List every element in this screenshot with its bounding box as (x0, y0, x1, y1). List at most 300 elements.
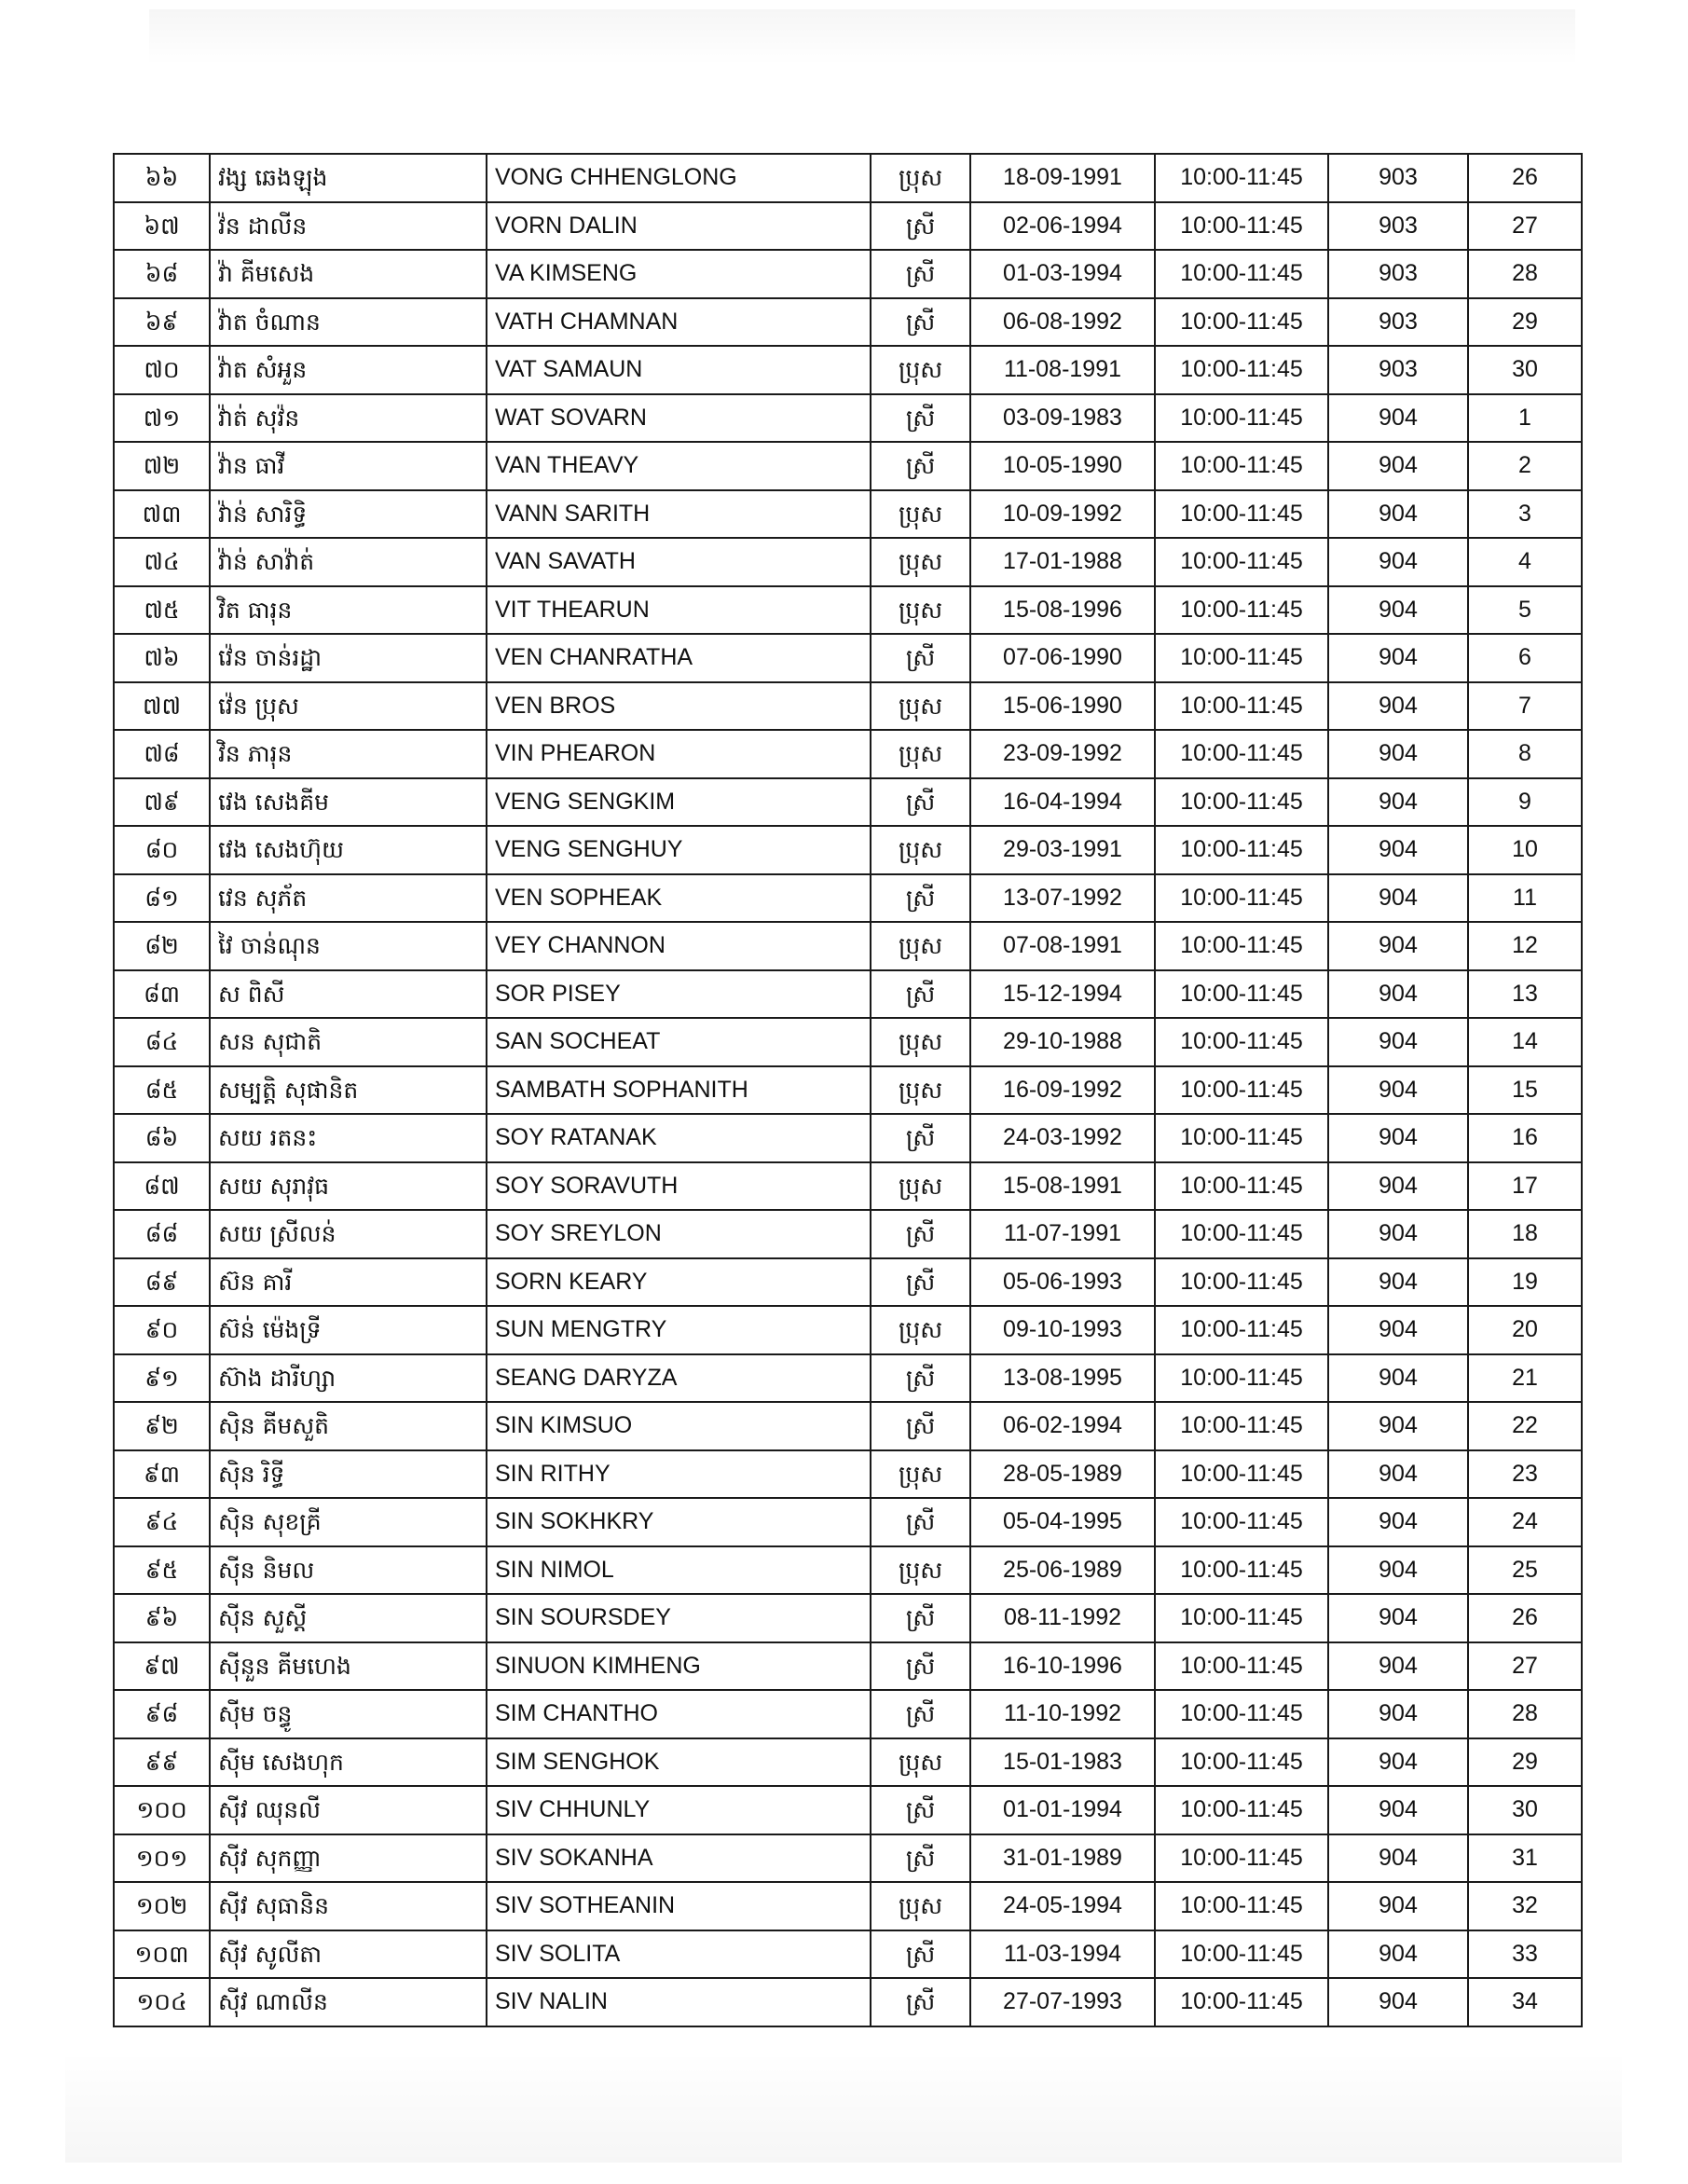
date-of-birth-cell: 13-07-1992 (970, 874, 1155, 923)
date-of-birth-cell: 05-06-1993 (970, 1258, 1155, 1307)
khmer-name-cell: ស៊ន គារី (210, 1258, 487, 1307)
exam-time-cell: 10:00-11:45 (1155, 442, 1328, 490)
room-number-cell: 904 (1328, 1594, 1468, 1642)
khmer-name-cell: សម្បត្តិ សុផានិត (210, 1066, 487, 1115)
khmer-name-cell: ស៊ិន សុខគ្រី (210, 1498, 487, 1546)
room-number-cell: 903 (1328, 346, 1468, 394)
latin-name-cell: SIV SOTHEANIN (487, 1882, 871, 1930)
row-number-cell: ៧៥ (114, 586, 210, 635)
latin-name-cell: WAT SOVARN (487, 394, 871, 443)
seat-number-cell: 9 (1468, 778, 1582, 827)
row-number-cell: ១០១ (114, 1834, 210, 1883)
exam-time-cell: 10:00-11:45 (1155, 1546, 1328, 1595)
room-number-cell: 904 (1328, 1210, 1468, 1258)
khmer-name-cell: វ៉ាត ចំណាន (210, 298, 487, 347)
gender-cell: ស្រី (871, 298, 970, 347)
row-number-cell: ៨១ (114, 874, 210, 923)
room-number-cell: 904 (1328, 1882, 1468, 1930)
khmer-name-cell: វ៉ាត សំអួន (210, 346, 487, 394)
row-number-cell: ៦៨ (114, 250, 210, 298)
room-number-cell: 904 (1328, 1306, 1468, 1354)
gender-cell: ស្រី (871, 250, 970, 298)
khmer-name-cell: វិន ភារុន (210, 730, 487, 778)
khmer-name-cell: ស៊ីម សេងហុក (210, 1738, 487, 1787)
row-number-cell: ៦៦ (114, 154, 210, 202)
exam-time-cell: 10:00-11:45 (1155, 1258, 1328, 1307)
gender-cell: ស្រី (871, 1114, 970, 1162)
exam-time-cell: 10:00-11:45 (1155, 394, 1328, 443)
gender-cell: ប្រុស (871, 1018, 970, 1066)
row-number-cell: ៨២ (114, 922, 210, 970)
row-number-cell: ៨៤ (114, 1018, 210, 1066)
exam-time-cell: 10:00-11:45 (1155, 1498, 1328, 1546)
latin-name-cell: SIM SENGHOK (487, 1738, 871, 1787)
table-row (114, 634, 1582, 682)
row-number-cell: ៨៩ (114, 1258, 210, 1307)
seat-number-cell: 29 (1468, 1738, 1582, 1787)
table-row (114, 490, 1582, 539)
date-of-birth-cell: 29-10-1988 (970, 1018, 1155, 1066)
seat-number-cell: 1 (1468, 394, 1582, 443)
gender-cell: ប្រុស (871, 1066, 970, 1115)
latin-name-cell: VATH CHAMNAN (487, 298, 871, 347)
khmer-name-cell: ស៊ីវ សូលីតា (210, 1930, 487, 1979)
khmer-name-cell: ស៊ីវ សុធានិន (210, 1882, 487, 1930)
khmer-name-cell: វ៉ាន់ សាវ៉ាត់ (210, 538, 487, 586)
date-of-birth-cell: 15-06-1990 (970, 682, 1155, 731)
row-number-cell: ៧៧ (114, 682, 210, 731)
khmer-name-cell: ស៊ីនួន គីមហេង (210, 1642, 487, 1691)
khmer-name-cell: ស៊ីន និមល (210, 1546, 487, 1595)
table-row (114, 1786, 1582, 1834)
seat-number-cell: 34 (1468, 1978, 1582, 2026)
room-number-cell: 904 (1328, 778, 1468, 827)
table-row (114, 1354, 1582, 1403)
date-of-birth-cell: 06-08-1992 (970, 298, 1155, 347)
room-number-cell: 904 (1328, 1114, 1468, 1162)
exam-time-cell: 10:00-11:45 (1155, 874, 1328, 923)
seat-number-cell: 32 (1468, 1882, 1582, 1930)
exam-time-cell: 10:00-11:45 (1155, 1594, 1328, 1642)
seat-number-cell: 25 (1468, 1546, 1582, 1595)
room-number-cell: 904 (1328, 1642, 1468, 1691)
seat-number-cell: 18 (1468, 1210, 1582, 1258)
table-row (114, 1162, 1582, 1211)
row-number-cell: ៧៤ (114, 538, 210, 586)
row-number-cell: ៩៩ (114, 1738, 210, 1787)
table-row (114, 970, 1582, 1019)
date-of-birth-cell: 24-05-1994 (970, 1882, 1155, 1930)
gender-cell: ស្រី (871, 1978, 970, 2026)
gender-cell: ប្រុស (871, 1306, 970, 1354)
khmer-name-cell: វង្ស ឆេងឡុង (210, 154, 487, 202)
seat-number-cell: 17 (1468, 1162, 1582, 1211)
exam-time-cell: 10:00-11:45 (1155, 490, 1328, 539)
latin-name-cell: SORN KEARY (487, 1258, 871, 1307)
candidate-table (113, 153, 1583, 2027)
row-number-cell: ៦៩ (114, 298, 210, 347)
scan-header-shadow (149, 9, 1575, 65)
exam-time-cell: 10:00-11:45 (1155, 1066, 1328, 1115)
table-row (114, 1690, 1582, 1738)
date-of-birth-cell: 23-09-1992 (970, 730, 1155, 778)
room-number-cell: 903 (1328, 202, 1468, 251)
khmer-name-cell: ស ពិសី (210, 970, 487, 1019)
table-row (114, 730, 1582, 778)
latin-name-cell: SIV SOLITA (487, 1930, 871, 1979)
seat-number-cell: 20 (1468, 1306, 1582, 1354)
table-row (114, 778, 1582, 827)
room-number-cell: 903 (1328, 298, 1468, 347)
room-number-cell: 904 (1328, 394, 1468, 443)
scan-footer-shadow (65, 2051, 1622, 2163)
room-number-cell: 904 (1328, 1786, 1468, 1834)
exam-time-cell: 10:00-11:45 (1155, 970, 1328, 1019)
table-row (114, 346, 1582, 394)
exam-time-cell: 10:00-11:45 (1155, 682, 1328, 731)
gender-cell: ស្រី (871, 874, 970, 923)
room-number-cell: 904 (1328, 1978, 1468, 2026)
date-of-birth-cell: 25-06-1989 (970, 1546, 1155, 1595)
exam-time-cell: 10:00-11:45 (1155, 1786, 1328, 1834)
latin-name-cell: VAT SAMAUN (487, 346, 871, 394)
date-of-birth-cell: 13-08-1995 (970, 1354, 1155, 1403)
gender-cell: ប្រុស (871, 922, 970, 970)
khmer-name-cell: វេង សេងគីម (210, 778, 487, 827)
exam-time-cell: 10:00-11:45 (1155, 1306, 1328, 1354)
gender-cell: ស្រី (871, 1258, 970, 1307)
exam-time-cell: 10:00-11:45 (1155, 1354, 1328, 1403)
khmer-name-cell: វ៉េន ចាន់រដ្ឋា (210, 634, 487, 682)
khmer-name-cell: ស៊ីម ចន្ធូ (210, 1690, 487, 1738)
khmer-name-cell: វិត ធារុន (210, 586, 487, 635)
row-number-cell: ១០០ (114, 1786, 210, 1834)
latin-name-cell: SIN KIMSUO (487, 1402, 871, 1450)
latin-name-cell: SIN NIMOL (487, 1546, 871, 1595)
row-number-cell: ៧៣ (114, 490, 210, 539)
room-number-cell: 904 (1328, 1354, 1468, 1403)
gender-cell: ប្រុស (871, 1882, 970, 1930)
date-of-birth-cell: 15-12-1994 (970, 970, 1155, 1019)
khmer-name-cell: វេន សុភ័ត (210, 874, 487, 923)
date-of-birth-cell: 24-03-1992 (970, 1114, 1155, 1162)
table-row (114, 1402, 1582, 1450)
gender-cell: ប្រុស (871, 826, 970, 874)
seat-number-cell: 28 (1468, 250, 1582, 298)
exam-time-cell: 10:00-11:45 (1155, 586, 1328, 635)
gender-cell: ស្រី (871, 1402, 970, 1450)
latin-name-cell: VEN CHANRATHA (487, 634, 871, 682)
gender-cell: ប្រុស (871, 490, 970, 539)
date-of-birth-cell: 10-05-1990 (970, 442, 1155, 490)
table-row (114, 874, 1582, 923)
row-number-cell: ៩១ (114, 1354, 210, 1403)
date-of-birth-cell: 11-03-1994 (970, 1930, 1155, 1979)
row-number-cell: ៧២ (114, 442, 210, 490)
row-number-cell: ៧១ (114, 394, 210, 443)
khmer-name-cell: វ៉េន ប្រុស (210, 682, 487, 731)
date-of-birth-cell: 27-07-1993 (970, 1978, 1155, 2026)
khmer-name-cell: សយ រតនះ (210, 1114, 487, 1162)
gender-cell: ប្រុស (871, 154, 970, 202)
table-row (114, 202, 1582, 251)
latin-name-cell: SIN SOURSDEY (487, 1594, 871, 1642)
khmer-name-cell: វេង សេងហ៊ុយ (210, 826, 487, 874)
latin-name-cell: VEN SOPHEAK (487, 874, 871, 923)
seat-number-cell: 2 (1468, 442, 1582, 490)
seat-number-cell: 10 (1468, 826, 1582, 874)
gender-cell: ស្រី (871, 394, 970, 443)
khmer-name-cell: ស៊ាង ដារីហ្សា (210, 1354, 487, 1403)
table-row (114, 154, 1582, 202)
khmer-name-cell: វៃ ចាន់ណុន (210, 922, 487, 970)
seat-number-cell: 7 (1468, 682, 1582, 731)
latin-name-cell: SOR PISEY (487, 970, 871, 1019)
gender-cell: ស្រី (871, 202, 970, 251)
exam-time-cell: 10:00-11:45 (1155, 922, 1328, 970)
table-row (114, 442, 1582, 490)
table-row (114, 1210, 1582, 1258)
latin-name-cell: VONG CHHENGLONG (487, 154, 871, 202)
latin-name-cell: VEN BROS (487, 682, 871, 731)
latin-name-cell: VANN SARITH (487, 490, 871, 539)
date-of-birth-cell: 08-11-1992 (970, 1594, 1155, 1642)
row-number-cell: ៧០ (114, 346, 210, 394)
seat-number-cell: 12 (1468, 922, 1582, 970)
table-row (114, 1738, 1582, 1787)
room-number-cell: 904 (1328, 538, 1468, 586)
table-row (114, 1546, 1582, 1595)
date-of-birth-cell: 05-04-1995 (970, 1498, 1155, 1546)
row-number-cell: ៨៥ (114, 1066, 210, 1115)
gender-cell: ស្រី (871, 442, 970, 490)
exam-time-cell: 10:00-11:45 (1155, 1930, 1328, 1979)
khmer-name-cell: ស៊ិន គីមសួតិ (210, 1402, 487, 1450)
seat-number-cell: 26 (1468, 1594, 1582, 1642)
row-number-cell: ៧៩ (114, 778, 210, 827)
table-row (114, 1834, 1582, 1883)
khmer-name-cell: វ៉ា គីមសេង (210, 250, 487, 298)
row-number-cell: ១០២ (114, 1882, 210, 1930)
latin-name-cell: SINUON KIMHENG (487, 1642, 871, 1691)
room-number-cell: 904 (1328, 1690, 1468, 1738)
room-number-cell: 904 (1328, 1930, 1468, 1979)
gender-cell: ប្រុស (871, 1546, 970, 1595)
room-number-cell: 904 (1328, 1402, 1468, 1450)
seat-number-cell: 24 (1468, 1498, 1582, 1546)
room-number-cell: 904 (1328, 442, 1468, 490)
table-row (114, 586, 1582, 635)
row-number-cell: ១០៣ (114, 1930, 210, 1979)
exam-time-cell: 10:00-11:45 (1155, 1162, 1328, 1211)
seat-number-cell: 22 (1468, 1402, 1582, 1450)
table-row (114, 1930, 1582, 1979)
room-number-cell: 904 (1328, 1738, 1468, 1787)
table-row (114, 1018, 1582, 1066)
row-number-cell: ៨០ (114, 826, 210, 874)
date-of-birth-cell: 11-08-1991 (970, 346, 1155, 394)
room-number-cell: 904 (1328, 1066, 1468, 1115)
room-number-cell: 904 (1328, 1450, 1468, 1499)
latin-name-cell: SOY SORAVUTH (487, 1162, 871, 1211)
gender-cell: ស្រី (871, 1834, 970, 1883)
room-number-cell: 903 (1328, 154, 1468, 202)
latin-name-cell: SIN SOKHKRY (487, 1498, 871, 1546)
latin-name-cell: VENG SENGKIM (487, 778, 871, 827)
exam-time-cell: 10:00-11:45 (1155, 730, 1328, 778)
seat-number-cell: 8 (1468, 730, 1582, 778)
row-number-cell: ៩៦ (114, 1594, 210, 1642)
latin-name-cell: SAMBATH SOPHANITH (487, 1066, 871, 1115)
row-number-cell: ៩៨ (114, 1690, 210, 1738)
room-number-cell: 904 (1328, 970, 1468, 1019)
exam-time-cell: 10:00-11:45 (1155, 1882, 1328, 1930)
latin-name-cell: VA KIMSENG (487, 250, 871, 298)
latin-name-cell: VEY CHANNON (487, 922, 871, 970)
gender-cell: ប្រុស (871, 1162, 970, 1211)
row-number-cell: ៩៧ (114, 1642, 210, 1691)
table-row (114, 538, 1582, 586)
room-number-cell: 904 (1328, 1162, 1468, 1211)
row-number-cell: ១០៤ (114, 1978, 210, 2026)
candidate-table-body (114, 154, 1582, 2026)
row-number-cell: ៩៣ (114, 1450, 210, 1499)
khmer-name-cell: ស៊ីន សួស្តី (210, 1594, 487, 1642)
gender-cell: ស្រី (871, 1498, 970, 1546)
gender-cell: ប្រុស (871, 682, 970, 731)
exam-time-cell: 10:00-11:45 (1155, 1642, 1328, 1691)
room-number-cell: 903 (1328, 250, 1468, 298)
gender-cell: ស្រី (871, 634, 970, 682)
gender-cell: ស្រី (871, 778, 970, 827)
seat-number-cell: 28 (1468, 1690, 1582, 1738)
table-row (114, 682, 1582, 731)
khmer-name-cell: វ៉ន ដាលីន (210, 202, 487, 251)
seat-number-cell: 26 (1468, 154, 1582, 202)
exam-time-cell: 10:00-11:45 (1155, 1018, 1328, 1066)
exam-time-cell: 10:00-11:45 (1155, 1978, 1328, 2026)
latin-name-cell: SAN SOCHEAT (487, 1018, 871, 1066)
latin-name-cell: SIN RITHY (487, 1450, 871, 1499)
exam-time-cell: 10:00-11:45 (1155, 1450, 1328, 1499)
latin-name-cell: VIT THEARUN (487, 586, 871, 635)
row-number-cell: ៩៤ (114, 1498, 210, 1546)
gender-cell: ប្រុស (871, 730, 970, 778)
exam-time-cell: 10:00-11:45 (1155, 1402, 1328, 1450)
date-of-birth-cell: 01-01-1994 (970, 1786, 1155, 1834)
latin-name-cell: SIV CHHUNLY (487, 1786, 871, 1834)
date-of-birth-cell: 01-03-1994 (970, 250, 1155, 298)
seat-number-cell: 3 (1468, 490, 1582, 539)
date-of-birth-cell: 02-06-1994 (970, 202, 1155, 251)
row-number-cell: ៧៨ (114, 730, 210, 778)
seat-number-cell: 15 (1468, 1066, 1582, 1115)
date-of-birth-cell: 29-03-1991 (970, 826, 1155, 874)
exam-time-cell: 10:00-11:45 (1155, 250, 1328, 298)
seat-number-cell: 13 (1468, 970, 1582, 1019)
khmer-name-cell: សយ សុរាវុធ (210, 1162, 487, 1211)
khmer-name-cell: ស៊ីវ សុកញ្ញា (210, 1834, 487, 1883)
table-row (114, 1258, 1582, 1307)
date-of-birth-cell: 03-09-1983 (970, 394, 1155, 443)
exam-time-cell: 10:00-11:45 (1155, 202, 1328, 251)
seat-number-cell: 30 (1468, 346, 1582, 394)
gender-cell: ប្រុស (871, 346, 970, 394)
row-number-cell: ៦៧ (114, 202, 210, 251)
latin-name-cell: SIM CHANTHO (487, 1690, 871, 1738)
seat-number-cell: 5 (1468, 586, 1582, 635)
seat-number-cell: 16 (1468, 1114, 1582, 1162)
seat-number-cell: 27 (1468, 202, 1582, 251)
exam-time-cell: 10:00-11:45 (1155, 1690, 1328, 1738)
date-of-birth-cell: 18-09-1991 (970, 154, 1155, 202)
gender-cell: ប្រុស (871, 1450, 970, 1499)
exam-time-cell: 10:00-11:45 (1155, 826, 1328, 874)
room-number-cell: 904 (1328, 1258, 1468, 1307)
exam-time-cell: 10:00-11:45 (1155, 634, 1328, 682)
date-of-birth-cell: 16-10-1996 (970, 1642, 1155, 1691)
gender-cell: ស្រី (871, 1786, 970, 1834)
latin-name-cell: VAN SAVATH (487, 538, 871, 586)
room-number-cell: 904 (1328, 730, 1468, 778)
seat-number-cell: 14 (1468, 1018, 1582, 1066)
khmer-name-cell: ស៊ីវ ឈុនលី (210, 1786, 487, 1834)
khmer-name-cell: ស៊ន់ ម៉េងទ្រី (210, 1306, 487, 1354)
date-of-birth-cell: 15-08-1991 (970, 1162, 1155, 1211)
table-row (114, 298, 1582, 347)
latin-name-cell: VORN DALIN (487, 202, 871, 251)
gender-cell: ស្រី (871, 1642, 970, 1691)
khmer-name-cell: វ៉ាន ធាវី (210, 442, 487, 490)
table-row (114, 1642, 1582, 1691)
table-row (114, 250, 1582, 298)
row-number-cell: ៨៣ (114, 970, 210, 1019)
date-of-birth-cell: 10-09-1992 (970, 490, 1155, 539)
row-number-cell: ៨៧ (114, 1162, 210, 1211)
date-of-birth-cell: 15-01-1983 (970, 1738, 1155, 1787)
table-row (114, 394, 1582, 443)
latin-name-cell: VIN PHEARON (487, 730, 871, 778)
seat-number-cell: 30 (1468, 1786, 1582, 1834)
exam-time-cell: 10:00-11:45 (1155, 778, 1328, 827)
table-row (114, 922, 1582, 970)
latin-name-cell: SOY RATANAK (487, 1114, 871, 1162)
gender-cell: ប្រុស (871, 1738, 970, 1787)
room-number-cell: 904 (1328, 922, 1468, 970)
row-number-cell: ៩០ (114, 1306, 210, 1354)
date-of-birth-cell: 11-07-1991 (970, 1210, 1155, 1258)
exam-time-cell: 10:00-11:45 (1155, 1738, 1328, 1787)
exam-time-cell: 10:00-11:45 (1155, 538, 1328, 586)
khmer-name-cell: ស៊ីវ ណាលីន (210, 1978, 487, 2026)
seat-number-cell: 27 (1468, 1642, 1582, 1691)
row-number-cell: ៨៦ (114, 1114, 210, 1162)
gender-cell: ស្រី (871, 1594, 970, 1642)
khmer-name-cell: សន សុជាតិ (210, 1018, 487, 1066)
latin-name-cell: SIV NALIN (487, 1978, 871, 2026)
latin-name-cell: VENG SENGHUY (487, 826, 871, 874)
khmer-name-cell: ស៊ិន រិទ្ធី (210, 1450, 487, 1499)
seat-number-cell: 4 (1468, 538, 1582, 586)
khmer-name-cell: វ៉ាត់ សុវ៉ន (210, 394, 487, 443)
seat-number-cell: 19 (1468, 1258, 1582, 1307)
table-row (114, 826, 1582, 874)
gender-cell: ប្រុស (871, 538, 970, 586)
date-of-birth-cell: 06-02-1994 (970, 1402, 1155, 1450)
gender-cell: ប្រុស (871, 586, 970, 635)
room-number-cell: 904 (1328, 874, 1468, 923)
table-row (114, 1594, 1582, 1642)
